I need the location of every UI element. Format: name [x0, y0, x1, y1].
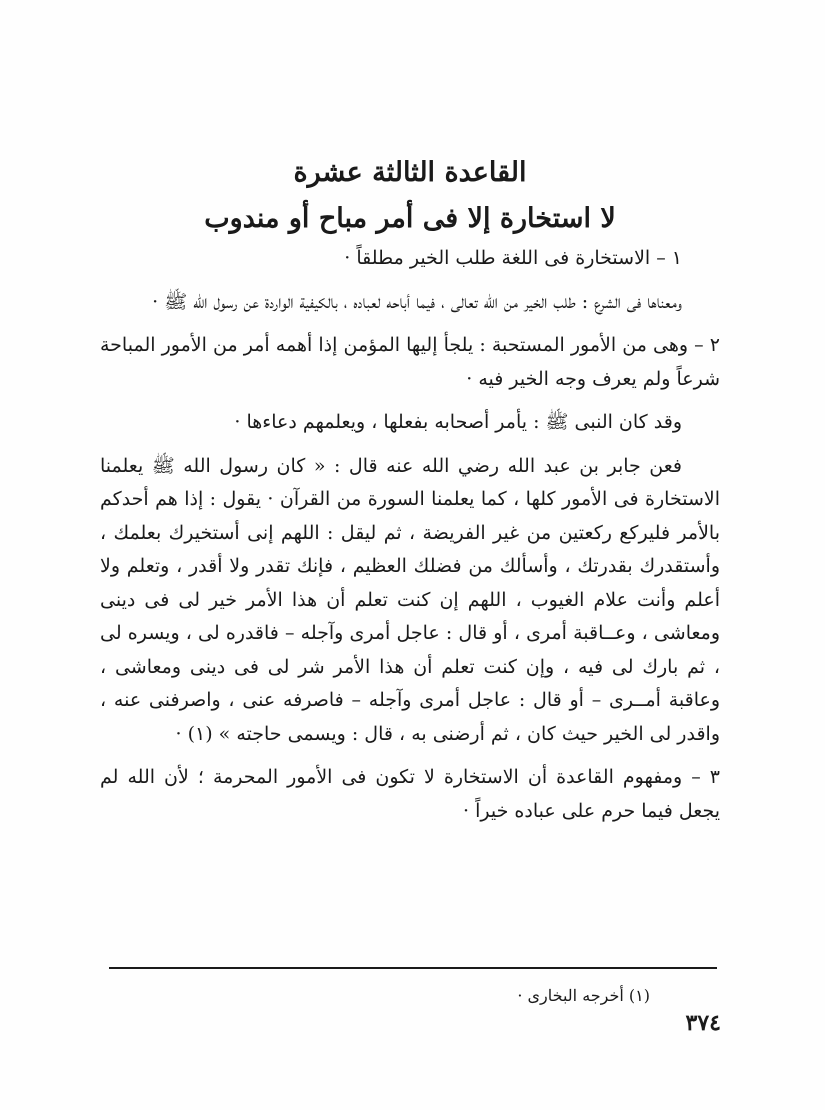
page-content — [100, 150, 720, 828]
paragraph-prophet-practice: وقد كان النبى ﷺ : يأمر أصحابه بفعلها ، ويعلمهم دعاءها · — [234, 411, 682, 433]
paragraph-hadith: فعن جابر بن عبد الله رضي الله عنه قال : « كان رسول الله ﷺ يعلمنا الاستخارة فى الأمور كلها ، كما يعلمنا السورة من القرآن · يقول : إذا هم أحدكم بالأمر فليركع ركعتين من غير الفريضة ، ثم ليقل : اللهم إنى أستخيرك بعلمك ، وأستقدرك بقدرتك ، وأسألك من فضلك العظيم ، فإنك تقدر ولا أقدر ، وتعلم ولا أعلم وأنت علام الغيوب ، اللهم إن كنت تعلم أن هذا الأمر خير لى فى دينى ومعاشى ، وعــاقبة أمرى ، أو قال : عاجل أمرى وآجله – فاقدره لى ، ويسره لى ، ثم بارك لى فيه ، وإن كنت تعلم أن هذا الأمر شر لى فى دينى ومعاشى ، وعاقبة أمــرى – أو قال : عاجل أمرى وآجله – فاصرفه عنى ، واصرفنى عنه ، واقدر لى الخير حيث كان ، ثم أرضنى به ، قال : ويسمى حاجته » (١) · — [100, 454, 720, 745]
footnote-divider — [109, 967, 717, 969]
paragraph-ruling: ٢ – وهى من الأمور المستحبة : يلجأ إليها المؤمن إذا أهمه أمر من الأمور المباحة شرعاً ولم يعرف وجه الخير فيه · — [100, 334, 720, 390]
chapter-subtitle: لا استخارة إلا فى أمر مباح أو مندوب — [204, 203, 616, 234]
paragraph-definition-language: ١ – الاستخارة فى اللغة طلب الخير مطلقاً · — [344, 247, 682, 269]
footnote: (١) أخرجه البخارى · — [517, 986, 650, 1005]
chapter-title: القاعدة الثالثة عشرة — [293, 157, 527, 188]
page-number: ٣٧٤ — [685, 1010, 721, 1036]
paragraph-conclusion: ٣ – ومفهوم القاعدة أن الاستخارة لا تكون فى الأمور المحرمة ؛ لأن الله لم يجعل فيما حرم على عباده خيراً · — [100, 766, 720, 822]
paragraph-definition-sharia: ومعناها فى الشرع : طلب الخير من الله تعالى ، فيما أباحه لعباده ، بالكيفية الواردة عن رسول الله ﷺ · — [152, 290, 682, 313]
